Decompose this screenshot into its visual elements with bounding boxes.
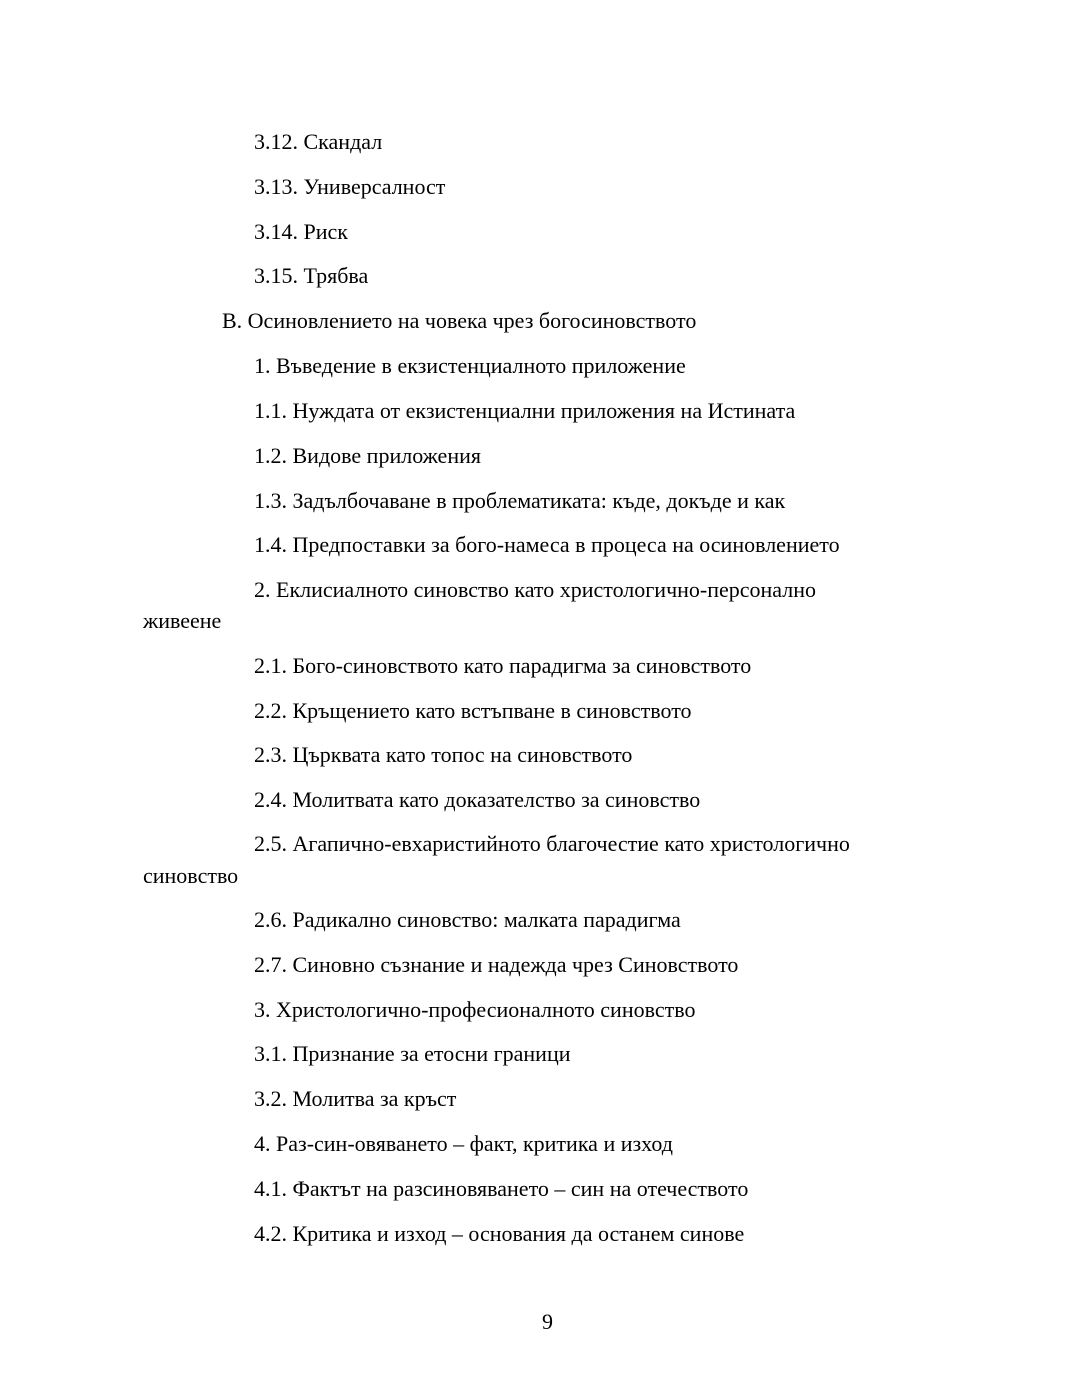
toc-entry-2-7: 2.7. Синовно съзнание и надежда чрез Синовството [254, 952, 739, 977]
toc-entry-2-1: 2.1. Бого-синовството като парадигма за синовството [254, 653, 752, 678]
toc-entry-3: 3. Христологично-професионалното синовство [254, 997, 696, 1022]
toc-entry-3-2: 3.2. Молитва за кръст [254, 1086, 457, 1111]
toc-entry-2-2: 2.2. Кръщението като встъпване в синовството [254, 698, 692, 723]
toc-entry-2-continuation: живеене [143, 608, 222, 633]
toc-entry-1-1: 1.1. Нуждата от екзистенциални приложения на Истината [254, 398, 796, 423]
toc-entry-4-1: 4.1. Фактът на разсиновяването – син на отечеството [254, 1176, 749, 1201]
toc-entry-2: 2. Еклисиалното синовство като христологично-персонално [254, 577, 817, 602]
toc-entry-2-6: 2.6. Радикално синовство: малката парадигма [254, 907, 681, 932]
page-number: 9 [542, 1309, 553, 1334]
toc-entry-1-2: 1.2. Видове приложения [254, 443, 481, 468]
toc-entry-3-13: 3.13. Универсалност [254, 174, 446, 199]
toc-entry-1-4: 1.4. Предпоставки за бого-намеса в процеса на осиновлението [254, 532, 840, 557]
toc-entry-2-5: 2.5. Агапично-евхаристийното благочестие като христологично [254, 831, 850, 856]
toc-entry-2-5-continuation: синовство [143, 863, 239, 888]
toc-entry-3-1: 3.1. Признание за етосни граници [254, 1041, 571, 1066]
toc-section-v: В. Осиновлението на човека чрез богосиновството [222, 308, 697, 333]
toc-entry-3-15: 3.15. Трябва [254, 263, 369, 288]
toc-entry-1: 1. Въведение в екзистенциалното приложение [254, 353, 686, 378]
toc-entry-1-3: 1.3. Задълбочаване в проблематиката: къде, докъде и как [254, 488, 786, 513]
toc-entry-2-4: 2.4. Молитвата като доказателство за синовство [254, 787, 701, 812]
toc-entry-3-12: 3.12. Скандал [254, 129, 383, 154]
toc-entry-4-2: 4.2. Критика и изход – основания да останем синове [254, 1221, 745, 1246]
toc-entry-3-14: 3.14. Риск [254, 219, 348, 244]
toc-entry-2-3: 2.3. Църквата като топос на синовството [254, 742, 633, 767]
toc-entry-4: 4. Раз-син-овяването – факт, критика и изход [254, 1131, 673, 1156]
